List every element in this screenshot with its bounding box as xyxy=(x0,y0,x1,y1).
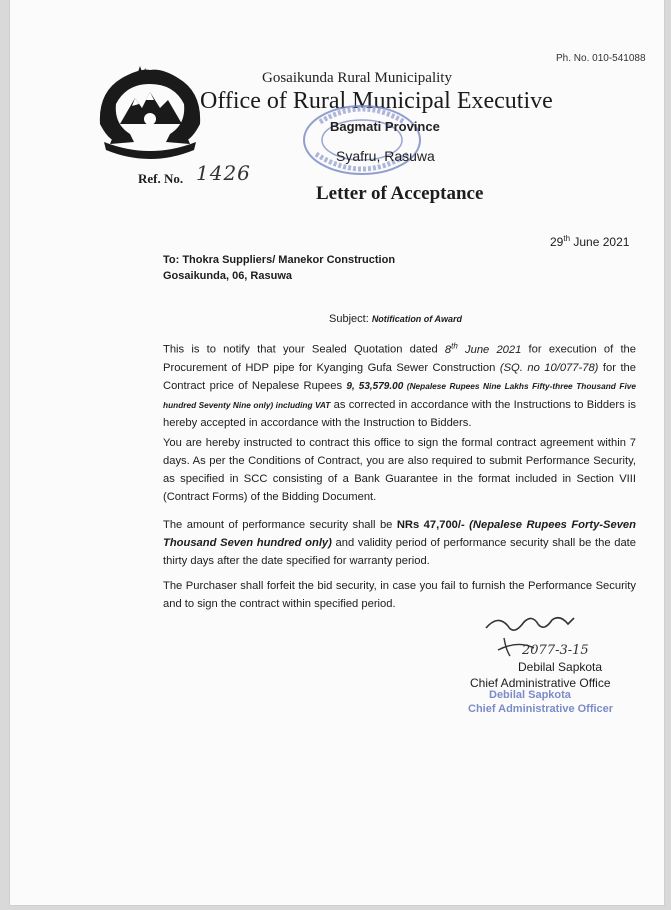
recipient-line-2: Gosaikunda, 06, Rasuwa xyxy=(163,270,292,282)
paragraph-performance-security: The amount of performance security shall be NRs 47,700/- (Nepalese Rupees Forty-Seven Thousand Seven hundred only) and validity period of performance security shall be the date thirty days after the date specified for warranty period. xyxy=(163,519,636,567)
municipality-name: Gosaikunda Rural Municipality xyxy=(262,70,452,86)
province-name: Bagmati Province xyxy=(330,119,440,134)
signer-title: Chief Administrative Office xyxy=(470,676,611,690)
nepal-emblem-logo xyxy=(90,64,210,168)
stamp-title: Chief Administrative Officer xyxy=(468,703,614,715)
letter-title: Letter of Acceptance xyxy=(316,183,484,204)
recipient-line-1: To: Thokra Suppliers/ Manekor Construction xyxy=(163,254,396,266)
office-name: Office of Rural Municipal Executive xyxy=(200,88,553,114)
paragraph-forfeit: The Purchaser shall forfeit the bid security, in case you fail to furnish the Performance Security and to sign the contract within specified period. xyxy=(163,580,636,610)
paragraph-notification: This is to notify that your Sealed Quotation dated 8th June 2021 for execution of the Procurement of HDP pipe for Kyanging Gufa Sewer Construction (SQ. no 10/077-78) for the Contract price of Nepalese Rupees 9, 53,579.00 (Nepalese Rupees Nine Lakhs Fifty-three Thousand Five hundred Seventy Nine only) including VAT as corrected in accordance with the Instructions to Bidders is hereby accepted in accordance with the Instruction to Bidders. xyxy=(163,341,637,429)
signer-name: Debilal Sapkota xyxy=(518,660,603,674)
reference-label: Ref. No. xyxy=(138,171,184,186)
reference-number: 1426 xyxy=(196,161,251,185)
office-seal-stamp xyxy=(300,100,424,178)
location-name: Syafru, Rasuwa xyxy=(336,148,435,164)
subject-line: Subject: Notification of Award xyxy=(329,313,462,325)
stamp-name: Debilal Sapkota xyxy=(489,689,571,701)
handwritten-signature xyxy=(478,610,618,662)
paragraph-instructions: You are hereby instructed to contract this office to sign the formal contract agreement within 7 days. As per the Conditions of Contract, you are also required to submit Performance Security, as specified in SCC consisting of a Bank Guarantee in the format included in Section VIII (Contract Forms) of the Bidding Document. xyxy=(163,437,636,503)
phone-number: Ph. No. 010-541088 xyxy=(556,53,646,64)
svg-text:2077-3-15: 2077-3-15 xyxy=(522,643,589,658)
letter-date: 29th June 2021 xyxy=(550,234,630,249)
